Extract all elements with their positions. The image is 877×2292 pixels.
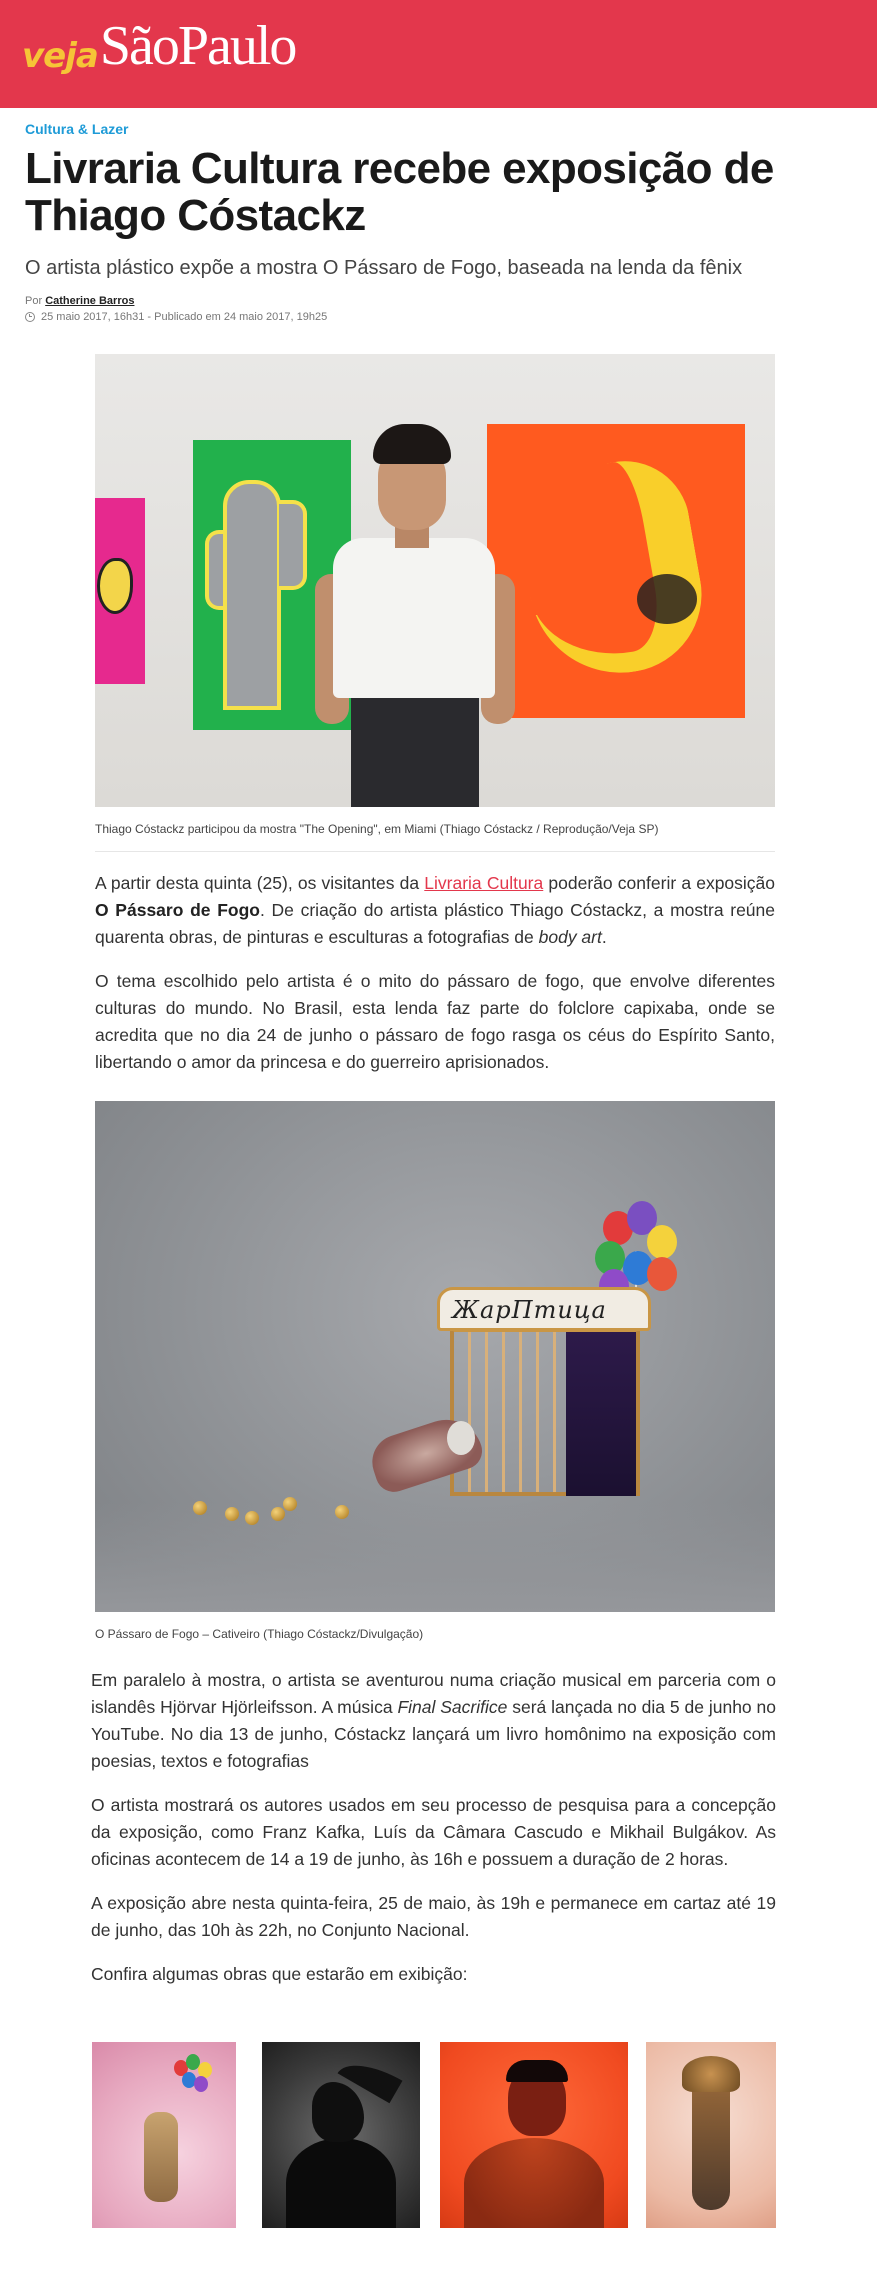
thumb-hat	[506, 2060, 568, 2082]
figure-artwork-photo	[95, 1101, 775, 1642]
gallery-thumb-2[interactable]	[262, 2042, 420, 2228]
gold-ball	[335, 1505, 349, 1519]
figure2-caption: O Pássaro de Fogo – Cativeiro (Thiago Cóstackz/Divulgação)	[95, 1627, 424, 1641]
artist-hair	[373, 424, 451, 464]
thumb-figure	[144, 2112, 178, 2202]
article-body-bottom	[91, 1667, 776, 2005]
p1-text-c: . De criação do artista plástico Thiago Cóstackz, a mostra reúne quarenta obras, de pinturas e esculturas a fotografias de	[95, 900, 776, 947]
paragraph-5: A exposição abre nesta quinta-feira, 25 de maio, às 19h e permanece em cartaz até 19 de junho, das 10h às 22h, no Conjunto Nacional.	[91, 1893, 776, 1940]
paragraph-4: O artista mostrará os autores usados em seu processo de pesquisa para a concepção da exposição, como Franz Kafka, Luís da Câmara Cascudo e Mikhail Bulgákov. As oficinas acontecem de 14 a 19 de junho, às 16h e possuem a duração de 2 horas.	[91, 1795, 776, 1869]
thumb-collar	[464, 2138, 604, 2228]
song-title: Final Sacrifice	[397, 1697, 508, 1717]
gold-ball	[271, 1507, 285, 1521]
birdcage	[450, 1326, 640, 1496]
paragraph-6: Confira algumas obras que estarão em exibição:	[91, 1964, 468, 1984]
gold-ball	[193, 1501, 207, 1515]
body-art-term: body art	[538, 927, 602, 947]
gold-ball	[245, 1511, 259, 1525]
p3-text-b: será lançada no dia 5 de junho no YouTube. No dia 13 de junho, Cóstackz lançará um livro homônimo na exposição com poesias, textos e fotografias	[91, 1697, 776, 1771]
gallery-thumb-3[interactable]	[440, 2042, 628, 2228]
paragraph-1	[95, 870, 775, 951]
thumb-head	[312, 2082, 364, 2142]
site-header	[0, 0, 877, 108]
thumb-body	[286, 2138, 396, 2228]
balloon-yellow	[647, 1225, 677, 1259]
artwork-photo[interactable]	[95, 1101, 775, 1612]
cage-sign-text: ЖарПтица	[452, 1296, 607, 1324]
gallery-thumb-1[interactable]	[92, 2042, 236, 2228]
paragraph-3	[91, 1667, 776, 1775]
banana-icon	[510, 451, 714, 687]
thumb-crest	[682, 2056, 740, 2092]
gallery-thumb-4[interactable]	[646, 2042, 776, 2228]
cactus-icon	[223, 480, 281, 710]
livraria-cultura-link[interactable]: Livraria Cultura	[424, 873, 544, 893]
gold-ball	[225, 1507, 239, 1521]
article-subtitle: O artista plástico expõe a mostra O Pássaro de Fogo, baseada na lenda da fênix	[25, 257, 743, 279]
byline	[25, 295, 852, 307]
artist-shirt	[333, 538, 495, 698]
logo-veja: veja	[22, 36, 98, 76]
p1-text-d: .	[601, 927, 607, 947]
publish-dates	[25, 311, 852, 323]
gold-ball	[283, 1497, 297, 1511]
thumb-balloon	[194, 2076, 208, 2092]
p1-text-b: poderão conferir a exposição	[543, 873, 776, 893]
logo-sao-paulo: SãoPaulo	[99, 15, 296, 77]
exhibition-name: O Pássaro de Fogo	[95, 900, 260, 920]
article-title: Livraria Cultura recebe exposição de Thiago Cóstackz	[25, 144, 774, 240]
painting-banana	[487, 424, 745, 718]
clock-icon	[25, 312, 35, 322]
cage-crown-sign	[437, 1287, 651, 1331]
artist-figure	[315, 424, 515, 807]
figure-artist-photo	[95, 354, 775, 852]
paragraph-2: O tema escolhido pelo artista é o mito do pássaro de fogo, que envolve diferentes culturas do mundo. No Brasil, esta lenda faz parte do folclore capixaba, onde se acredita que no dia 24 de junho o pássaro de fogo rasga os céus do Espírito Santo, libertando o amor da princesa e do guerreiro aprisionados.	[95, 971, 775, 1072]
article-head	[0, 108, 877, 323]
caption-divider	[95, 851, 775, 852]
artwork-gallery	[92, 2042, 776, 2228]
artist-photo[interactable]	[95, 354, 775, 807]
photo-floor	[95, 1502, 775, 1612]
site-logo[interactable]	[22, 16, 295, 76]
p1-text-a: A partir desta quinta (25), os visitantes da	[95, 873, 425, 893]
cactus-arm-right	[279, 500, 307, 590]
section-tag[interactable]: Cultura & Lazer	[25, 121, 129, 137]
figure1-caption: Thiago Cóstackz participou da mostra "The Opening", em Miami (Thiago Cóstackz / Reprodução/Veja SP)	[95, 822, 659, 836]
balloon-orange	[647, 1257, 677, 1291]
author-link[interactable]: Catherine Barros	[45, 295, 135, 307]
dates-text: 25 maio 2017, 16h31 - Publicado em 24 maio 2017, 19h25	[41, 311, 328, 323]
p3-text-a: Em paralelo à mostra, o artista se aventurou numa criação musical em parceria com o islandês Hjörvar Hjörleifsson. A música	[91, 1670, 776, 1717]
painting-pink	[95, 498, 145, 684]
performer-mask	[447, 1421, 475, 1455]
cage-cloth	[566, 1332, 636, 1496]
banana-spots	[637, 574, 697, 624]
byline-prefix: Por	[25, 295, 43, 307]
article-body-top	[95, 870, 775, 1093]
artist-pants	[351, 694, 479, 807]
